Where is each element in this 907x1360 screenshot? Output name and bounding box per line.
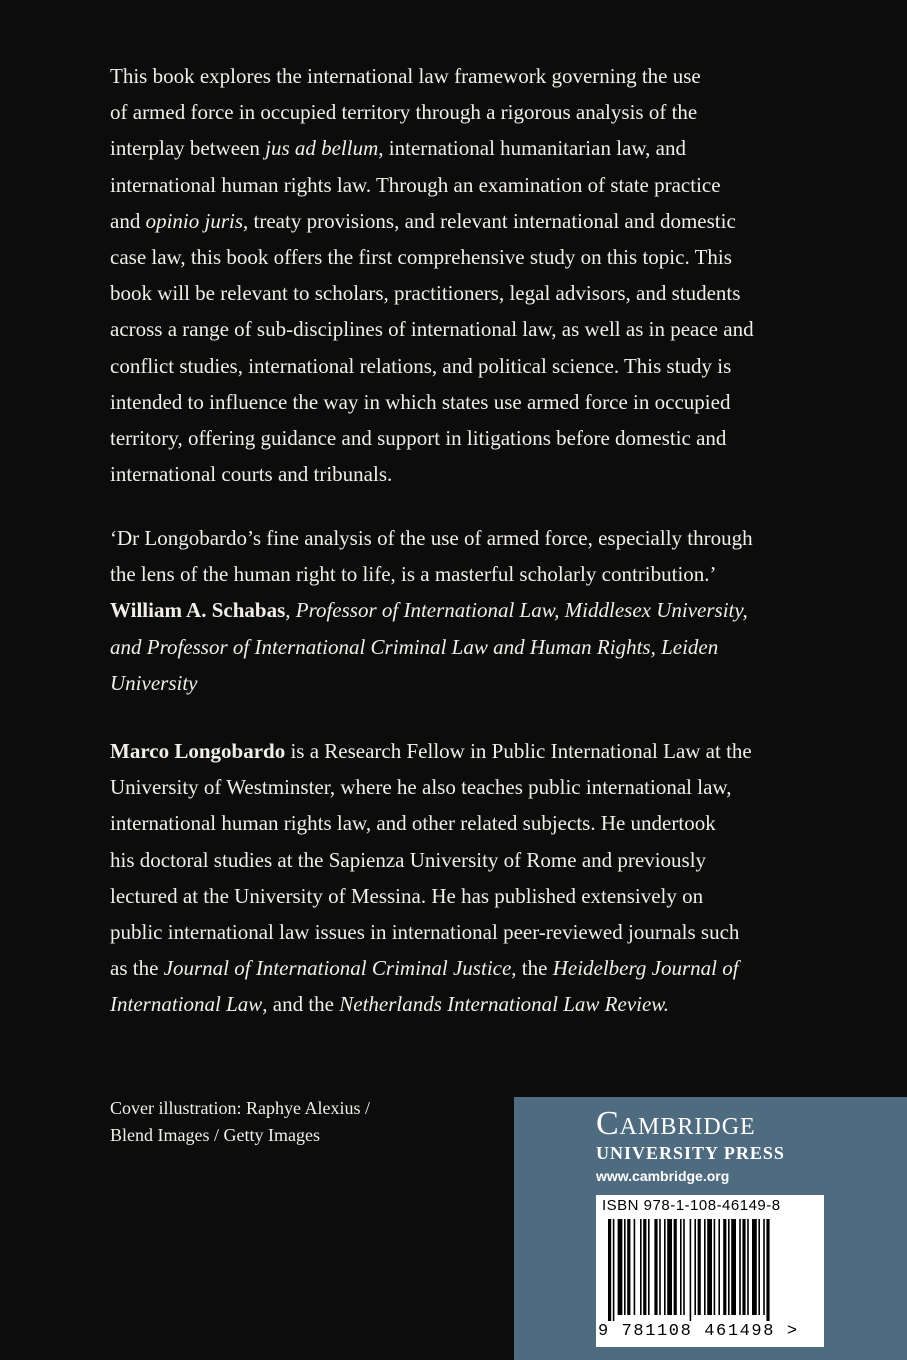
journal-title: Heidelberg Journal of — [552, 956, 739, 981]
bio-line: international human rights law, and other related subjects. He undertook — [110, 811, 716, 836]
description-line — [110, 203, 810, 239]
journal-title: International Law — [110, 992, 263, 1017]
journal-title: Netherlands International Law Review. — [339, 992, 669, 1017]
book-description — [110, 58, 810, 492]
text-run: , — [285, 598, 296, 623]
description-line — [110, 130, 810, 166]
credit-line: Blend Images / Getty Images — [110, 1125, 320, 1145]
publisher-name: Cambridge — [596, 1105, 756, 1142]
text-run: interplay between — [110, 136, 266, 161]
bio-line — [110, 733, 810, 769]
italic-term: jus ad bellum — [265, 136, 379, 161]
publisher-panel — [514, 1097, 907, 1360]
reviewer-line — [110, 665, 810, 701]
description-line: of armed force in occupied territory through a rigorous analysis of the — [110, 100, 698, 125]
cover-credit — [110, 1095, 370, 1149]
reviewer-title: Professor of International Law, Middlesex University, — [295, 598, 748, 623]
description-line: book will be relevant to scholars, practitioners, legal advisors, and students — [110, 281, 741, 306]
author-name: Marco Longobardo — [110, 739, 286, 763]
barcode-icon — [602, 1219, 818, 1321]
credit-line: Cover illustration: Raphye Alexius / — [110, 1098, 370, 1118]
barcode-label — [596, 1195, 824, 1347]
publisher-subtitle: UNIVERSITY PRESS — [596, 1143, 785, 1163]
isbn-text: ISBN 978-1-108-46149-8 — [602, 1197, 781, 1214]
description-line: conflict studies, international relations, and political science. This study is — [110, 353, 732, 378]
description-line: case law, this book offers the first comprehensive study on this topic. This — [110, 245, 732, 270]
description-line: intended to influence the way in which states use armed force in occupied — [110, 389, 731, 414]
description-line: territory, offering guidance and support in litigations before domestic and — [110, 426, 727, 451]
reviewer-line — [110, 592, 810, 628]
reviewer-title: University — [110, 670, 198, 695]
text-run: , and the — [262, 992, 340, 1017]
description-line: international courts and tribunals. — [110, 462, 393, 487]
description-line: international human rights law. Through an examination of state practice — [110, 172, 721, 197]
barcode-digits: 9 781108 461498 > — [598, 1322, 799, 1341]
quote-line: ‘Dr Longobardo’s fine analysis of the use of armed force, especially through — [110, 526, 753, 550]
reviewer-title: and Professor of International Criminal Law and Human Rights, Leiden — [110, 634, 719, 659]
bio-line: his doctoral studies at the Sapienza University of Rome and previously — [110, 847, 707, 872]
text-run: , treaty provisions, and relevant international and domestic — [243, 208, 736, 233]
journal-title: Journal of International Criminal Justice — [163, 956, 512, 981]
publisher-url: www.cambridge.org — [596, 1168, 730, 1184]
description-line: This book explores the international law framework governing the use — [110, 64, 701, 88]
italic-term: opinio juris — [145, 208, 244, 233]
text-run: is a Research Fellow in Public International Law at the — [285, 739, 752, 763]
bio-line: University of Westminster, where he also teaches public international law, — [110, 775, 732, 800]
reviewer-name: William A. Schabas — [110, 598, 286, 623]
bio-line: lectured at the University of Messina. He has published extensively on — [110, 883, 704, 908]
review-quote — [110, 520, 810, 701]
text-run: , international humanitarian law, and — [378, 136, 686, 161]
text-run: and — [110, 208, 146, 233]
text-run: as the — [110, 956, 164, 981]
author-bio — [110, 733, 810, 1023]
description-line: across a range of sub-disciplines of international law, as well as in peace and — [110, 317, 754, 342]
bio-line — [110, 986, 810, 1022]
reviewer-line — [110, 629, 810, 665]
bio-line — [110, 950, 810, 986]
quote-line: the lens of the human right to life, is a masterful scholarly contribution.’ — [110, 562, 717, 587]
bio-line: public international law issues in international peer-reviewed journals such — [110, 920, 740, 945]
text-run: , the — [511, 956, 553, 981]
